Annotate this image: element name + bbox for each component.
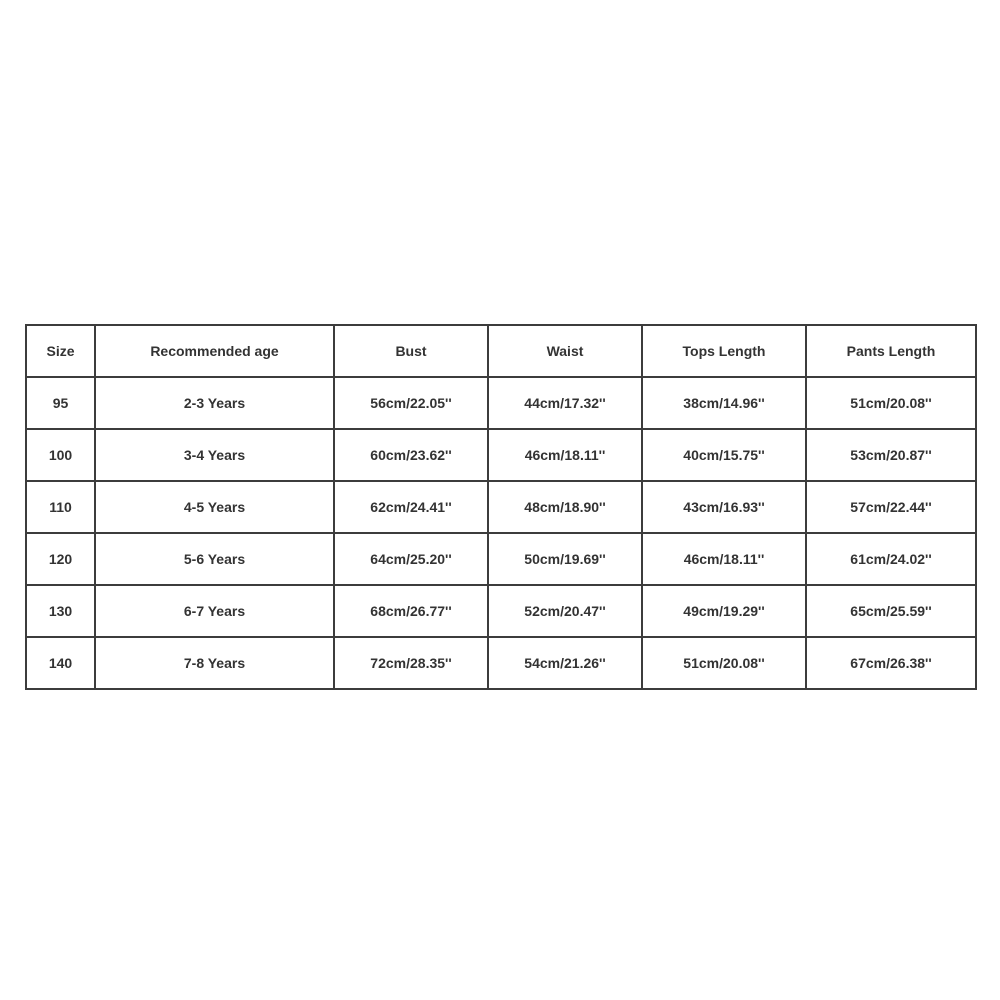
cell-waist: 54cm/21.26''	[488, 637, 642, 689]
cell-pants-length: 61cm/24.02''	[806, 533, 976, 585]
header-recommended-age: Recommended age	[95, 325, 334, 377]
cell-bust: 64cm/25.20''	[334, 533, 488, 585]
cell-tops-length: 40cm/15.75''	[642, 429, 806, 481]
cell-waist: 46cm/18.11''	[488, 429, 642, 481]
header-bust: Bust	[334, 325, 488, 377]
header-pants-length: Pants Length	[806, 325, 976, 377]
size-chart-table	[25, 324, 977, 690]
header-tops-length: Tops Length	[642, 325, 806, 377]
table-row	[26, 377, 976, 429]
table-header-row	[26, 325, 976, 377]
header-waist: Waist	[488, 325, 642, 377]
cell-age: 7-8 Years	[95, 637, 334, 689]
cell-size: 140	[26, 637, 95, 689]
cell-pants-length: 57cm/22.44''	[806, 481, 976, 533]
cell-size: 110	[26, 481, 95, 533]
table-row	[26, 585, 976, 637]
cell-size: 120	[26, 533, 95, 585]
cell-size: 100	[26, 429, 95, 481]
cell-pants-length: 51cm/20.08''	[806, 377, 976, 429]
table-row	[26, 429, 976, 481]
cell-waist: 52cm/20.47''	[488, 585, 642, 637]
cell-bust: 72cm/28.35''	[334, 637, 488, 689]
cell-age: 6-7 Years	[95, 585, 334, 637]
table-row	[26, 533, 976, 585]
cell-bust: 62cm/24.41''	[334, 481, 488, 533]
cell-age: 5-6 Years	[95, 533, 334, 585]
header-size: Size	[26, 325, 95, 377]
cell-tops-length: 38cm/14.96''	[642, 377, 806, 429]
cell-tops-length: 51cm/20.08''	[642, 637, 806, 689]
cell-pants-length: 67cm/26.38''	[806, 637, 976, 689]
cell-waist: 48cm/18.90''	[488, 481, 642, 533]
cell-waist: 44cm/17.32''	[488, 377, 642, 429]
table-row	[26, 637, 976, 689]
cell-age: 4-5 Years	[95, 481, 334, 533]
cell-bust: 60cm/23.62''	[334, 429, 488, 481]
cell-tops-length: 43cm/16.93''	[642, 481, 806, 533]
table-row	[26, 481, 976, 533]
cell-waist: 50cm/19.69''	[488, 533, 642, 585]
cell-tops-length: 49cm/19.29''	[642, 585, 806, 637]
cell-age: 3-4 Years	[95, 429, 334, 481]
cell-pants-length: 65cm/25.59''	[806, 585, 976, 637]
cell-size: 95	[26, 377, 95, 429]
cell-pants-length: 53cm/20.87''	[806, 429, 976, 481]
cell-tops-length: 46cm/18.11''	[642, 533, 806, 585]
cell-bust: 68cm/26.77''	[334, 585, 488, 637]
cell-size: 130	[26, 585, 95, 637]
cell-age: 2-3 Years	[95, 377, 334, 429]
cell-bust: 56cm/22.05''	[334, 377, 488, 429]
